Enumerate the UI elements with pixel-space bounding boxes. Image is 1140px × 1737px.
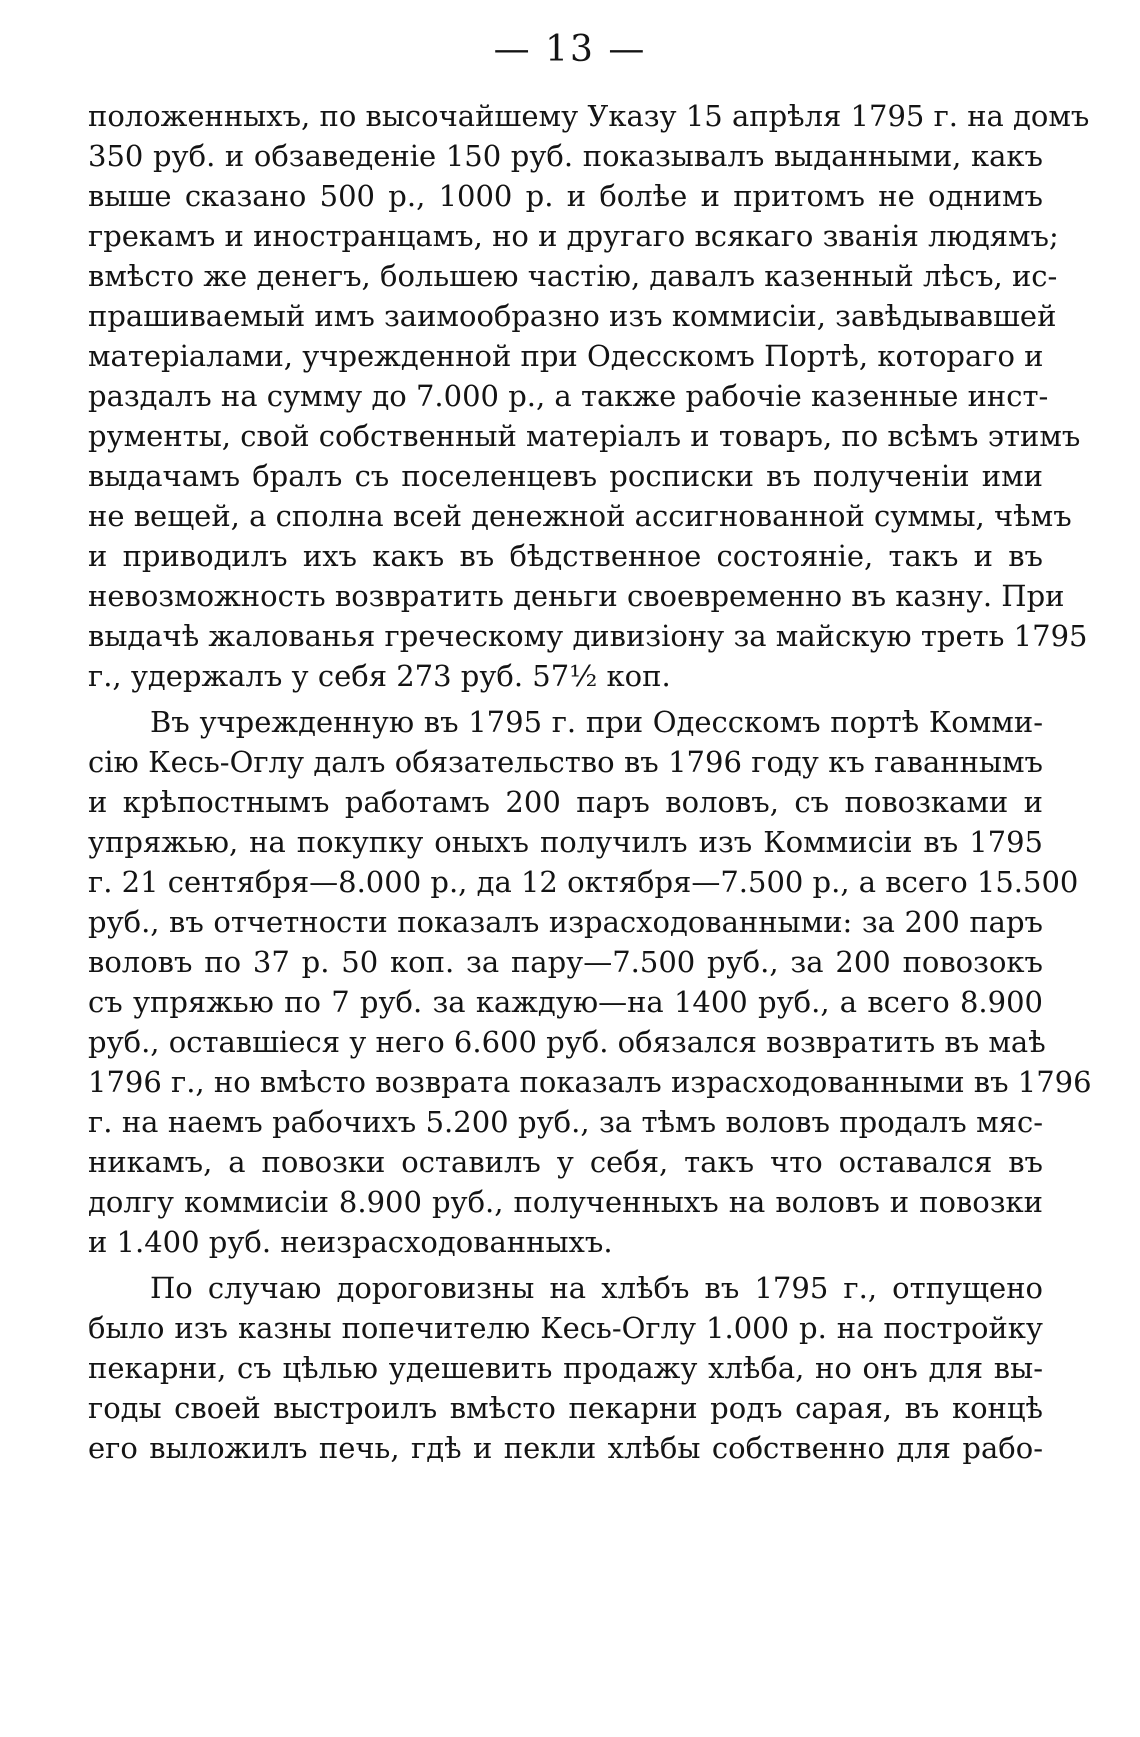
text-line: и крѣпостнымъ работамъ 200 паръ воловъ, съ повозками и xyxy=(88,785,1043,819)
text-line: съ упряжью по 7 руб. за каждую—на 1400 руб., а всего 8.900 xyxy=(88,985,1043,1019)
text-line: долгу коммисіи 8.900 руб., полученныхъ на воловъ и повозки xyxy=(88,1185,1043,1219)
text-line: никамъ, а повозки оставилъ у себя, такъ что оставался въ xyxy=(88,1145,1043,1179)
text-line: выше сказано 500 р., 1000 р. и болѣе и притомъ не однимъ xyxy=(88,179,1043,213)
text-line: и приводилъ ихъ какъ въ бѣдственное состояніе, такъ и въ xyxy=(88,539,1043,573)
text-line: выдачѣ жалованья греческому дивизіону за майскую треть 1795 xyxy=(88,619,1088,653)
text-line: невозможность возвратить деньги своевременно въ казну. При xyxy=(88,579,1065,613)
text-line: руб., въ отчетности показалъ израсходованными: за 200 паръ xyxy=(88,905,1043,939)
text-line: воловъ по 37 р. 50 коп. за пару—7.500 руб., за 200 повозокъ xyxy=(88,945,1043,979)
text-line: г., удержалъ у себя 273 руб. 57½ коп. xyxy=(88,659,671,693)
text-line: вмѣсто же денегъ, большею частію, давалъ казенный лѣсъ, ис- xyxy=(88,259,1058,293)
text-line: упряжью, на покупку оныхъ получилъ изъ Коммисіи въ 1795 xyxy=(88,825,1043,859)
text-line: сію Кесь-Оглу далъ обязательство въ 1796 году къ гаваннымъ xyxy=(88,745,1043,779)
text-line: и 1.400 руб. неизрасходованныхъ. xyxy=(88,1225,613,1259)
text-line: матеріалами, учрежденной при Одесскомъ Портѣ, котораго и xyxy=(88,339,1044,373)
text-line: его выложилъ печь, гдѣ и пекли хлѣбы собственно для рабо- xyxy=(88,1431,1043,1465)
text-line: 1796 г., но вмѣсто возврата показалъ израсходованными въ 1796 xyxy=(88,1065,1092,1099)
text-line: г. 21 сентября—8.000 р., да 12 октября—7.500 р., а всего 15.500 xyxy=(88,865,1079,899)
text-line: г. на наемъ рабочихъ 5.200 руб., за тѣмъ воловъ продалъ мяс- xyxy=(88,1105,1043,1139)
text-line: По случаю дороговизны на хлѣбъ въ 1795 г., отпущено xyxy=(150,1271,1043,1305)
text-line: положенныхъ, по высочайшему Указу 15 апрѣля 1795 г. на домъ xyxy=(88,99,1090,133)
text-line: прашиваемый имъ заимообразно изъ коммисіи, завѣдывавшей xyxy=(88,299,1057,333)
text-line: не вещей, а сполна всей денежной ассигнованной суммы, чѣмъ xyxy=(88,499,1072,533)
text-line: пекарни, съ цѣлью удешевить продажу хлѣба, но онъ для вы- xyxy=(88,1351,1043,1385)
text-line: руб., оставшіеся у него 6.600 руб. обязался возвратить въ маѣ xyxy=(88,1025,1046,1059)
page-number: — 13 — xyxy=(493,29,647,70)
text-line: выдачамъ бралъ съ поселенцевъ росписки въ полученіи ими xyxy=(88,459,1043,493)
text-line: Въ учрежденную въ 1795 г. при Одесскомъ портѣ Комми- xyxy=(150,705,1043,739)
text-line: 350 руб. и обзаведеніе 150 руб. показывалъ выданными, какъ xyxy=(88,139,1043,173)
text-line: рументы, свой собственный матеріалъ и товаръ, по всѣмъ этимъ xyxy=(88,419,1081,453)
text-line: годы своей выстроилъ вмѣсто пекарни родъ сарая, въ концѣ xyxy=(88,1391,1043,1425)
text-line: раздалъ на сумму до 7.000 р., а также рабочіе казенные инст- xyxy=(88,379,1049,413)
text-line: было изъ казны попечителю Кесь-Оглу 1.000 р. на постройку xyxy=(88,1311,1043,1345)
text-line: грекамъ и иностранцамъ, но и другаго всякаго званія людямъ; xyxy=(88,219,1059,253)
